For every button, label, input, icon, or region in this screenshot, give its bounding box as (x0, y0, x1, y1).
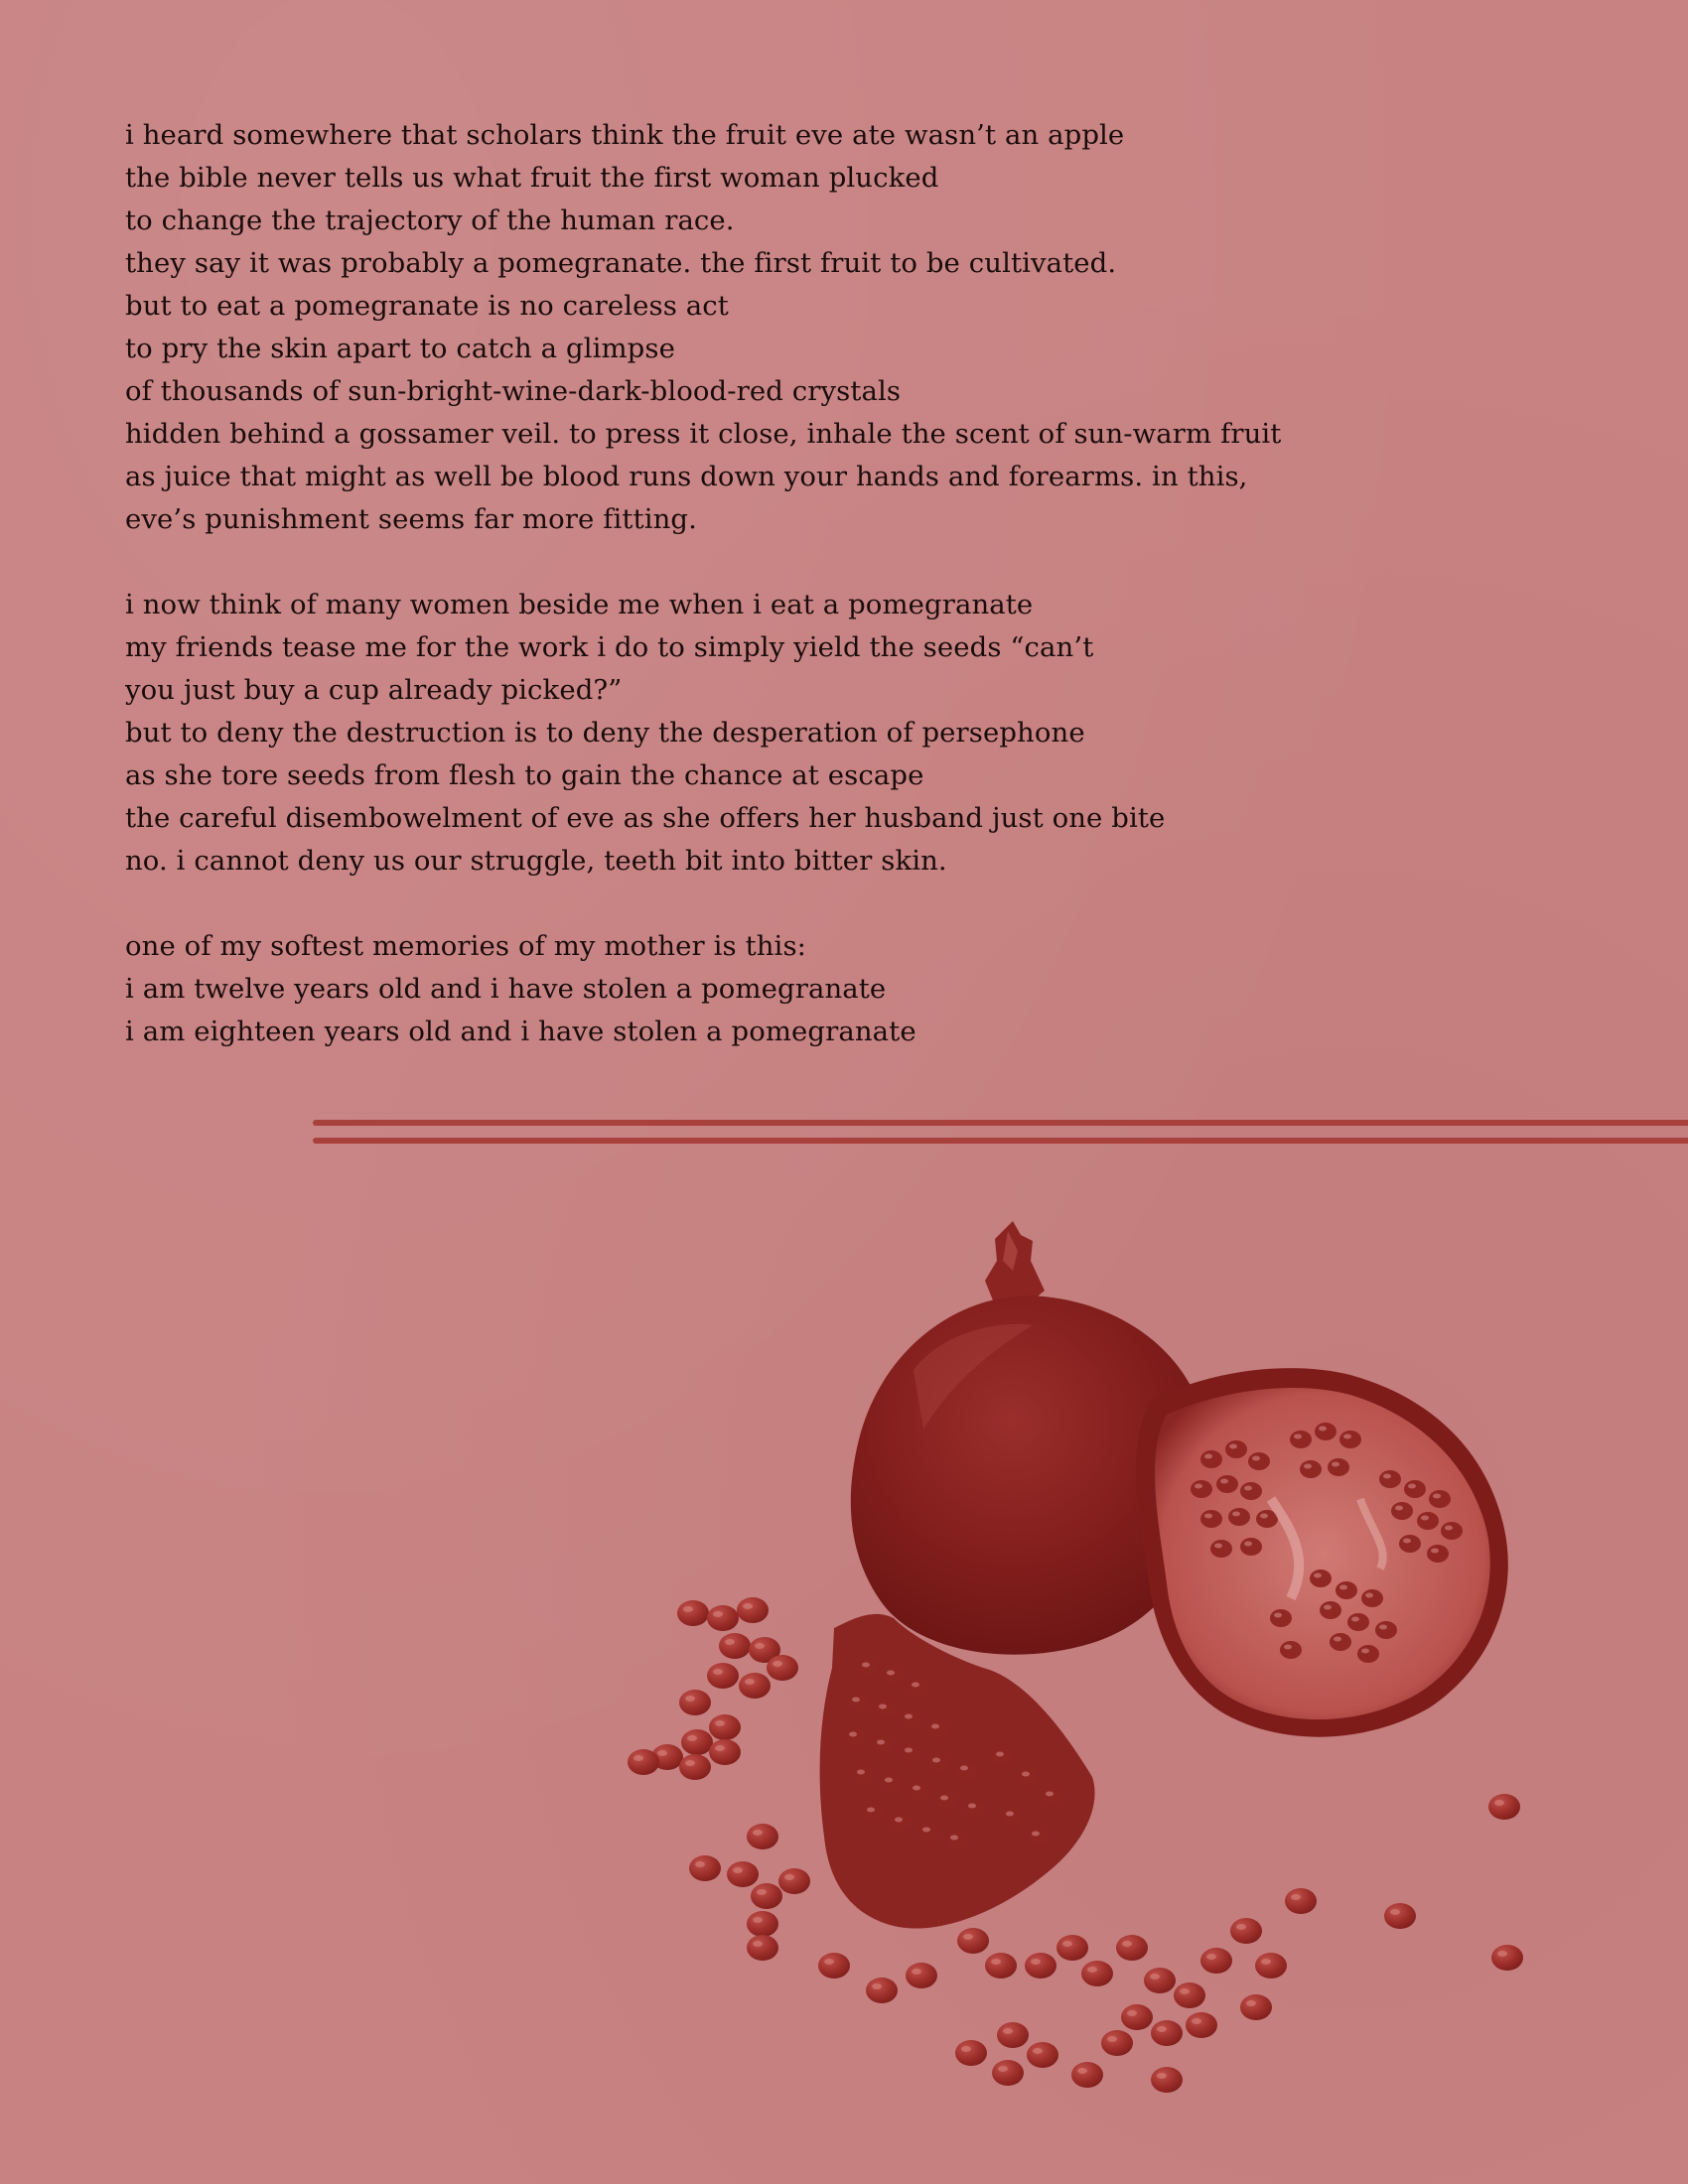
poem-line: eve’s punishment seems far more fitting. (125, 503, 697, 535)
poem-line: as juice that might as well be blood runs down your hands and forearms. in this, (125, 461, 1248, 492)
poem-line: i am twelve years old and i have stolen a pomegranate (125, 973, 887, 1005)
stanza-2 (125, 584, 1416, 883)
poem-line: but to eat a pomegranate is no careless act (125, 290, 729, 322)
poem-line: they say it was probably a pomegranate. the first fruit to be cultivated. (125, 247, 1117, 279)
divider-line (313, 1138, 1688, 1144)
poem-line: as she tore seeds from flesh to gain the chance at escape (125, 759, 924, 791)
pomegranate-piece (820, 1614, 1095, 1929)
poem-line: one of my softest memories of my mother is this: (125, 930, 807, 962)
poem-line: of thousands of sun-bright-wine-dark-blood-red crystals (125, 375, 902, 407)
poem-line: to change the trajectory of the human race. (125, 205, 735, 236)
divider-line (313, 1120, 1688, 1126)
poem-line: no. i cannot deny us our struggle, teeth bit into bitter skin. (125, 845, 947, 877)
poem (125, 114, 1416, 1053)
poem-line: i heard somewhere that scholars think the fruit eve ate wasn’t an apple (125, 119, 1125, 151)
stanza-3 (125, 925, 1416, 1053)
poem-line: the bible never tells us what fruit the first woman plucked (125, 162, 939, 194)
poem-line: my friends tease me for the work i do to simply yield the seeds “can’t (125, 631, 1094, 663)
poem-line: hidden behind a gossamer veil. to press it close, inhale the scent of sun-warm fruit (125, 418, 1282, 450)
poem-line: but to deny the destruction is to deny the desperation of persephone (125, 717, 1085, 749)
poem-line: to pry the skin apart to catch a glimpse (125, 333, 675, 364)
poem-line: i am eighteen years old and i have stolen a pomegranate (125, 1016, 916, 1047)
poem-line: the careful disembowelment of eve as she offers her husband just one bite (125, 802, 1166, 834)
stanza-1 (125, 114, 1416, 541)
pomegranates-image (596, 1201, 1589, 2115)
poem-line: i now think of many women beside me when i eat a pomegranate (125, 589, 1034, 620)
poem-line: you just buy a cup already picked?” (125, 674, 623, 706)
halved-pomegranate (1136, 1368, 1508, 1737)
